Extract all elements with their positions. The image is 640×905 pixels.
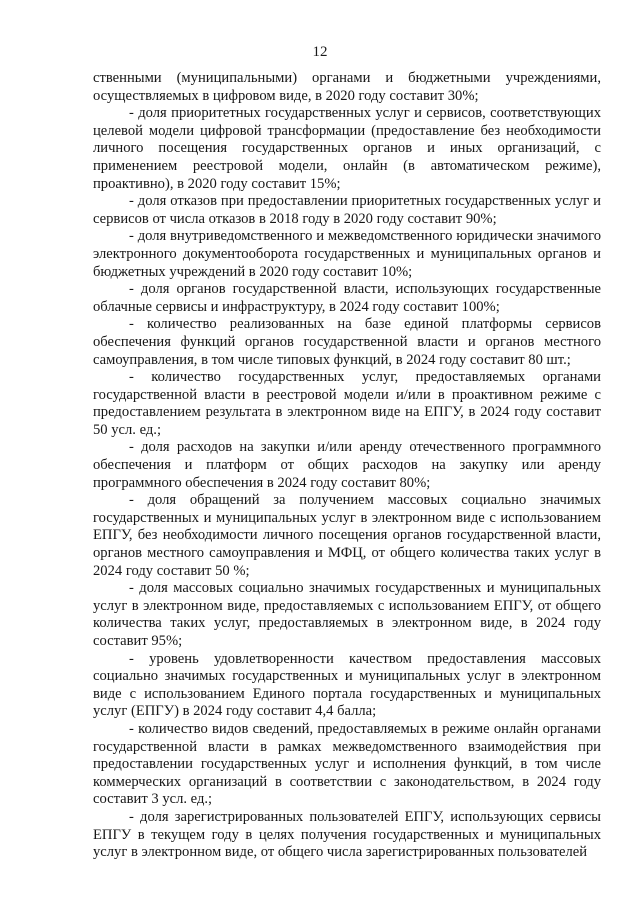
paragraph: - доля органов государственной власти, использующих государственные облачные сервисы и инфраструктуру, в 2024 году составит 100%; bbox=[93, 281, 601, 315]
paragraph: - доля отказов при предоставлении приоритетных государственных услуг и сервисов от числа отказов в 2018 году в 2020 году составит 90%; bbox=[93, 193, 601, 227]
paragraph: - уровень удовлетворенности качеством предоставления массовых социально значимых государственных и муниципальных услуг в электронном виде с использованием Единого портала государственных и муниципальных услуг (ЕПГУ) в 2024 году составит 4,4 балла; bbox=[93, 650, 601, 720]
paragraph: - доля расходов на закупки и/или аренду отечественного программного обеспечения и платформ от общих расходов на закупку или аренду программного обеспечения в 2024 году составит 80%; bbox=[93, 439, 601, 491]
paragraph: ственными (муниципальными) органами и бюджетными учреждениями, осуществляемых в цифровом виде, в 2020 году составит 30%; bbox=[93, 70, 601, 104]
paragraph: - количество реализованных на базе единой платформы сервисов обеспечения функций органов государственной власти и органов местного самоуправления, в том числе типовых функций, в 2024 году составит 80 шт.; bbox=[93, 316, 601, 368]
document-body bbox=[93, 70, 601, 862]
paragraph: - доля зарегистрированных пользователей ЕПГУ, использующих сервисы ЕПГУ в текущем году в целях получения государственных и муниципальных услуг в электронном виде, от общего числа зарегистрированных пользователей bbox=[93, 808, 601, 861]
paragraph: - доля внутриведомственного и межведомственного юридически значимого электронного документооборота государственных и муниципальных органов и бюджетных учреждений в 2020 году составит 10%; bbox=[93, 228, 601, 280]
paragraph: - доля обращений за получением массовых социально значимых государственных и муниципальных услуг в электронном виде с использованием ЕПГУ, без необходимости личного посещения органов государственной власти, органов местного самоуправления и МФЦ, от общего количества таких услуг в 2024 году составит 50 %; bbox=[93, 492, 601, 579]
paragraph: - количество государственных услуг, предоставляемых органами государственной власти в реестровой модели и/или в проактивном режиме с предоставлением результата в электронном виде на ЕПГУ, в 2024 году составит 50 усл. ед.; bbox=[93, 369, 601, 438]
paragraph: - доля массовых социально значимых государственных и муниципальных услуг в электронном виде, предоставляемых с использованием ЕПГУ, от общего количества таких услуг, предоставляемых в электронном виде, в 2024 году составит 95%; bbox=[93, 580, 601, 649]
paragraph: - количество видов сведений, предоставляемых в режиме онлайн органами государственной власти в рамках межведомственного взаимодействия при предоставлении государственных услуг и исполнения функций, в том числе коммерческих организаций в соответствии с законодательством, в 2024 году составит 3 усл. ед.; bbox=[93, 720, 601, 808]
page-number: 12 bbox=[312, 44, 328, 60]
paragraph: - доля приоритетных государственных услуг и сервисов, соответствующих целевой модели цифровой трансформации (предоставление без необходимости личного посещения государственных органов и иных организаций, с применением реестровой модели, онлайн (в автоматическом режиме), проактивно), в 2020 году составит 15%; bbox=[93, 105, 601, 192]
